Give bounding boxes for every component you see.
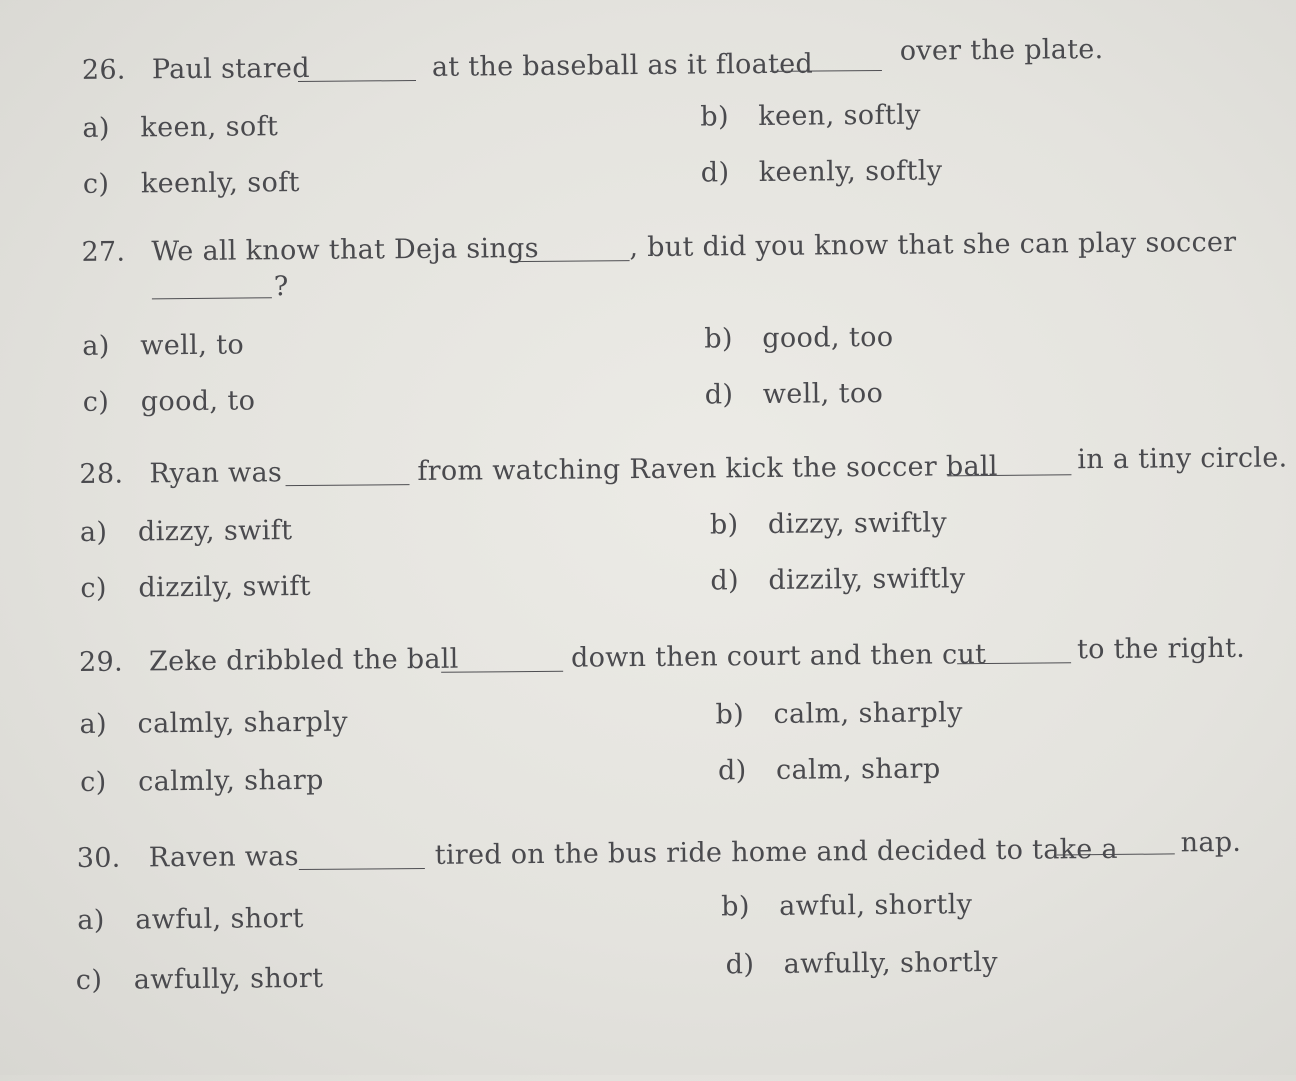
choice-letter: a) [79, 708, 108, 740]
choice-letter: d) [704, 379, 734, 411]
choice-text: dizzily, swift [138, 570, 312, 604]
stem-text-part-1: We all know that Deja sings [151, 232, 539, 268]
choice-text: keenly, softly [758, 155, 943, 189]
choice-c[interactable] [83, 385, 256, 418]
choice-letter: c) [79, 766, 107, 798]
question-26 [0, 0, 1291, 200]
question-number: 28. [79, 458, 124, 490]
choice-letter: d) [717, 755, 747, 787]
choice-letter: d) [725, 949, 755, 981]
choice-a[interactable] [82, 330, 244, 362]
choice-text: awful, shortly [779, 889, 973, 922]
choice-text: good, to [140, 385, 256, 418]
choice-letter: b) [715, 699, 745, 731]
choice-text: keen, softly [758, 99, 921, 133]
choice-a[interactable] [80, 515, 293, 548]
choice-d[interactable] [726, 947, 999, 980]
answer-blank-2[interactable] [957, 662, 1071, 664]
stem-text-part-3: ? [273, 271, 289, 303]
choice-b[interactable] [715, 697, 963, 730]
choice-letter: c) [82, 168, 110, 200]
question-number: 29. [78, 646, 124, 678]
stem-text-part-2: tired on the bus ride home and decided to take a [434, 833, 1118, 871]
stem-text-part-1: Zeke dribbled the ball [148, 643, 459, 678]
choice-text: dizzily, swiftly [768, 563, 966, 596]
stem-text-part-3: nap. [1180, 826, 1242, 859]
choice-text: awfully, shortly [783, 946, 999, 980]
stem-text-part-1: Ryan was [149, 457, 283, 490]
choice-text: keenly, soft [140, 167, 300, 200]
answer-blank-1[interactable] [441, 671, 563, 673]
choice-letter: c) [82, 386, 110, 418]
choice-letter: a) [82, 112, 110, 144]
choice-a[interactable] [79, 707, 348, 740]
stem-text-part-3: to the right. [1076, 632, 1246, 666]
choice-letter: b) [700, 101, 730, 133]
choice-d[interactable] [710, 563, 965, 596]
choice-text: calm, sharp [775, 753, 941, 786]
answer-blank-1[interactable] [286, 484, 410, 486]
choice-c[interactable] [76, 963, 324, 996]
answer-blank-1[interactable] [298, 80, 416, 82]
stem-text-part-3: in a tiny circle. [1077, 442, 1288, 476]
choice-text: calm, sharply [773, 697, 963, 730]
stem-text-part-1: Raven was [148, 841, 299, 874]
stem-text-part-2: down then court and then cut [570, 639, 987, 674]
choice-d[interactable] [701, 155, 943, 188]
choice-c[interactable] [83, 167, 300, 200]
answer-blank-1[interactable] [299, 868, 425, 870]
stem-text-part-2: , but did you know that she can play soccer [629, 226, 1237, 264]
question-number: 26. [81, 54, 126, 86]
choice-text: calmly, sharp [137, 764, 324, 798]
choice-b[interactable] [721, 889, 972, 922]
choice-letter: b) [704, 323, 734, 355]
choice-d[interactable] [705, 378, 884, 411]
choice-letter: d) [710, 565, 740, 597]
answer-blank-1[interactable] [512, 260, 630, 262]
choice-a[interactable] [77, 903, 304, 936]
choice-text: awful, short [135, 903, 304, 936]
question-number: 30. [76, 842, 121, 874]
choice-text: good, too [762, 321, 894, 354]
stem-text-part-2: from watching Raven kick the soccer ball [417, 450, 998, 488]
choice-text: dizzy, swift [137, 515, 293, 548]
choice-letter: a) [79, 516, 108, 548]
choice-letter: c) [75, 964, 103, 997]
choice-text: well, to [140, 329, 245, 362]
stem-text-part-1: Paul stared [151, 52, 310, 86]
stem-text-part-3: over the plate. [899, 34, 1104, 67]
choice-c[interactable] [80, 571, 311, 604]
answer-blank-2[interactable] [770, 70, 882, 72]
choice-letter: d) [700, 157, 730, 189]
choice-b[interactable] [700, 100, 921, 133]
choice-text: keen, soft [140, 111, 279, 144]
stem-text-part-2: at the baseball as it floated [431, 48, 814, 83]
choice-text: well, too [762, 377, 884, 410]
choice-letter: c) [80, 572, 108, 604]
answer-blank-2[interactable] [152, 297, 272, 299]
choice-text: awfully, short [133, 962, 324, 996]
question-number: 27. [81, 236, 126, 268]
choice-b[interactable] [710, 507, 947, 540]
choice-letter: b) [721, 891, 750, 923]
choice-c[interactable] [80, 765, 324, 798]
choice-d[interactable] [718, 753, 941, 786]
choice-a[interactable] [82, 111, 278, 144]
choice-letter: b) [709, 509, 739, 541]
choice-text: dizzy, swiftly [767, 507, 948, 540]
choice-letter: a) [77, 904, 105, 936]
choice-text: calmly, sharply [137, 706, 349, 740]
answer-blank-2[interactable] [947, 474, 1071, 476]
choice-letter: a) [82, 330, 110, 362]
choice-b[interactable] [704, 322, 893, 355]
